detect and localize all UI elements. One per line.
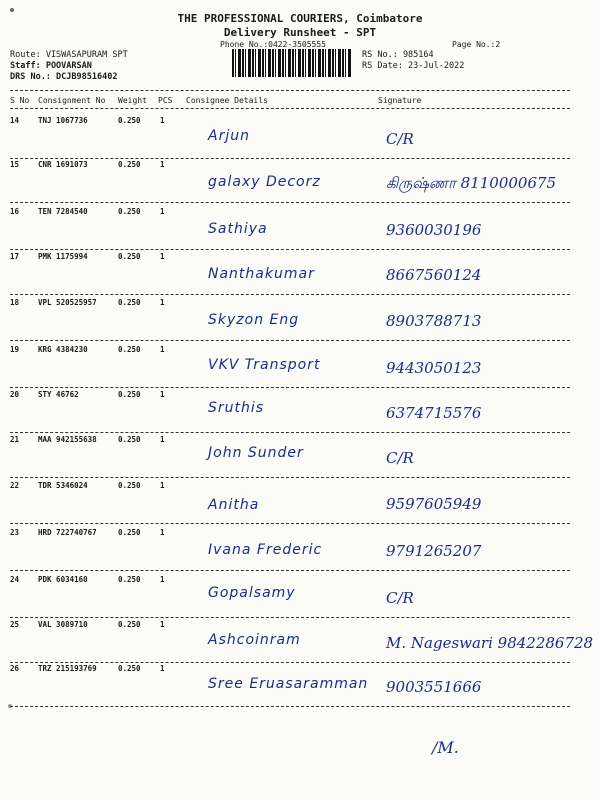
row-sno: 19: [10, 345, 20, 354]
consignee-name: Nanthakumar: [208, 266, 315, 282]
company-title: THE PROFESSIONAL COURIERS, Coimbatore: [177, 12, 423, 25]
row-consignment: TRZ 215193769: [38, 664, 97, 673]
row-weight: 0.250: [118, 116, 141, 125]
consignee-name: Sathiya: [208, 221, 268, 237]
row-weight: 0.250: [118, 435, 141, 444]
col-consignee: Consignee Details: [186, 96, 268, 105]
row-pcs: 1: [160, 390, 165, 399]
row-separator: [10, 158, 570, 159]
col-weight: Weight: [118, 96, 147, 105]
rs-date: RS Date: 23-Jul-2022: [362, 61, 465, 71]
consignee-name: Ivana Frederic: [208, 542, 323, 558]
col-consignment: Consignment No: [38, 96, 106, 105]
row-sno: 14: [10, 116, 20, 125]
consignee-name: Ashcoinram: [208, 632, 301, 648]
row-weight: 0.250: [118, 528, 141, 537]
row-weight: 0.250: [118, 345, 141, 354]
signature: 9597605949: [386, 495, 482, 513]
row-consignment: TDR 5346024: [38, 481, 88, 490]
row-consignment: TNJ 1067736: [38, 116, 88, 125]
row-separator: [10, 387, 570, 388]
col-sno: S No: [10, 96, 30, 105]
row-consignment: VPL 520525957: [38, 298, 97, 307]
row-sno: 22: [10, 481, 20, 490]
row-pcs: 1: [160, 207, 165, 216]
row-separator: [10, 523, 570, 524]
signature: 6374715576: [386, 404, 482, 422]
col-pcs: PCS: [158, 96, 173, 105]
row-separator: [10, 294, 570, 295]
signature: C/R: [386, 449, 414, 467]
row-sno: 15: [10, 160, 20, 169]
consignee-name: Sree Eruasaramman: [208, 676, 369, 692]
row-sno: 20: [10, 390, 20, 399]
row-sno: 25: [10, 620, 20, 629]
signature: C/R: [386, 130, 414, 148]
row-separator: [10, 570, 570, 571]
row-separator: [10, 706, 570, 707]
row-sno: 21: [10, 435, 20, 444]
row-pcs: 1: [160, 345, 165, 354]
row-weight: 0.250: [118, 481, 141, 490]
consignee-name: Anitha: [208, 497, 260, 513]
row-pcs: 1: [160, 435, 165, 444]
row-consignment: HRD 722740767: [38, 528, 97, 537]
signature: 9360030196: [386, 221, 482, 239]
row-pcs: 1: [160, 528, 165, 537]
row-weight: 0.250: [118, 252, 141, 261]
staff-label: Staff: POOVARSAN: [10, 61, 92, 71]
col-signature: Signature: [378, 96, 422, 105]
signature: 8903788713: [386, 312, 482, 330]
row-pcs: 1: [160, 298, 165, 307]
row-separator: [10, 340, 570, 341]
row-weight: 0.250: [118, 390, 141, 399]
signature: C/R: [386, 589, 414, 607]
table-header-rule: [10, 108, 570, 109]
row-separator: [10, 617, 570, 618]
row-pcs: 1: [160, 160, 165, 169]
signature: கிருஷ்ணா 8110000675: [386, 174, 557, 192]
handwritten-initial: /M.: [432, 738, 459, 757]
signature: 8667560124: [386, 266, 482, 284]
consignee-name: Skyzon Eng: [208, 312, 300, 328]
row-consignment: PMK 1175994: [38, 252, 88, 261]
consignee-name: John Sunder: [208, 445, 304, 461]
row-sno: 16: [10, 207, 20, 216]
consignee-name: Arjun: [208, 128, 250, 144]
row-sno: 23: [10, 528, 20, 537]
row-consignment: MAA 942155638: [38, 435, 97, 444]
signature: M. Nageswari 9842286728: [386, 634, 594, 652]
route-label: Route: VISWASAPURAM SPT: [10, 50, 128, 60]
row-separator: [10, 202, 570, 203]
row-consignment: VAL 3089710: [38, 620, 88, 629]
row-weight: 0.250: [118, 575, 141, 584]
row-consignment: STY 46762: [38, 390, 79, 399]
row-pcs: 1: [160, 620, 165, 629]
row-sno: 17: [10, 252, 20, 261]
runsheet-subtitle: Delivery Runsheet - SPT: [223, 26, 377, 39]
barcode-image: [232, 49, 352, 77]
row-pcs: 1: [160, 575, 165, 584]
signature: 9791265207: [386, 542, 482, 560]
consignee-name: Gopalsamy: [208, 585, 296, 601]
signature: 9443050123: [386, 359, 482, 377]
row-weight: 0.250: [118, 160, 141, 169]
row-pcs: 1: [160, 116, 165, 125]
row-separator: [10, 662, 570, 663]
rs-number: RS No.: 985164: [362, 50, 434, 60]
row-separator: [10, 432, 570, 433]
row-pcs: 1: [160, 664, 165, 673]
consignee-name: VKV Transport: [208, 357, 321, 373]
consignee-name: Sruthis: [208, 400, 265, 416]
row-pcs: 1: [160, 252, 165, 261]
row-sno: 24: [10, 575, 20, 584]
row-consignment: CNR 1691073: [38, 160, 88, 169]
drs-number: DRS No.: DCJB98516402: [10, 72, 118, 82]
row-consignment: KRG 4384230: [38, 345, 88, 354]
signature: 9003551666: [386, 678, 482, 696]
row-separator: [10, 477, 570, 478]
phone-number: Phone No.:0422-3505555: [220, 40, 326, 49]
row-sno: 26: [10, 664, 20, 673]
row-consignment: TEN 7284540: [38, 207, 88, 216]
row-weight: 0.250: [118, 620, 141, 629]
table-top-rule: [10, 90, 570, 91]
row-weight: 0.250: [118, 298, 141, 307]
row-weight: 0.250: [118, 207, 141, 216]
consignee-name: galaxy Decorz: [208, 174, 321, 190]
row-consignment: PDK 6034160: [38, 575, 88, 584]
row-separator: [10, 249, 570, 250]
page-number: Page No.:2: [452, 40, 501, 49]
row-sno: 18: [10, 298, 20, 307]
row-pcs: 1: [160, 481, 165, 490]
row-weight: 0.250: [118, 664, 141, 673]
